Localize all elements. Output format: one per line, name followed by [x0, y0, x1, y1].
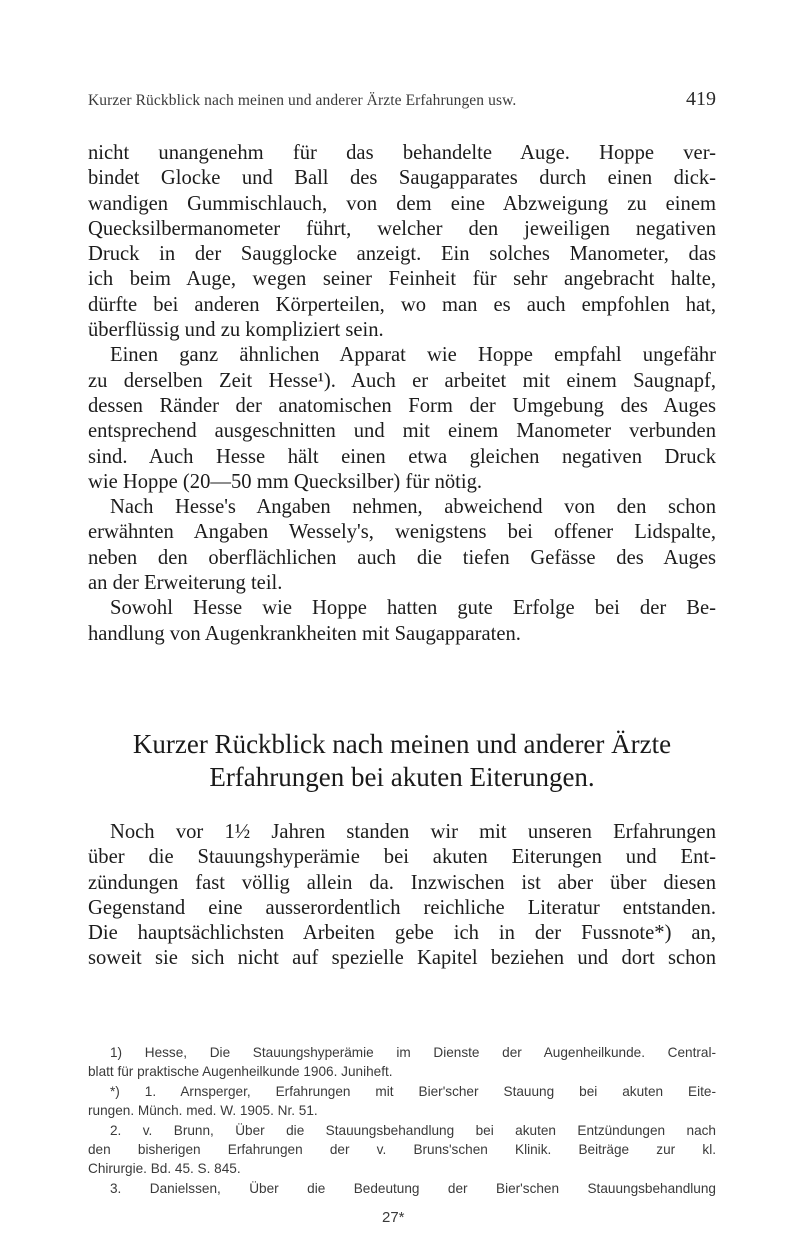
text-line: Die hauptsächlichsten Arbeiten gebe ich in der Fussnote*) an, — [88, 922, 716, 945]
text-line: erwähnten Angaben Wessely's, wenigstens bei offener Lidspalte, — [88, 521, 716, 544]
footnote-line: 3. Danielssen, Über die Bedeutung der Bier'schen Stauungsbehandlung — [110, 1180, 716, 1196]
running-header — [88, 88, 716, 114]
page-number: 419 — [686, 88, 716, 110]
text-line: Einen ganz ähnlichen Apparat wie Hoppe empfahl ungefähr — [110, 344, 716, 367]
text-line: Quecksilbermanometer führt, welcher den jeweiligen negativen — [88, 217, 716, 240]
text-line: handlung von Augenkrankheiten mit Saugapparaten. — [88, 622, 521, 645]
text-line: zu derselben Zeit Hesse¹). Auch er arbeitet mit einem Saugnapf, — [88, 369, 716, 392]
footnotes — [88, 1043, 716, 1198]
footnote-line: den bisherigen Erfahrungen der v. Bruns'schen Klinik. Beiträge zur kl. — [88, 1141, 716, 1157]
text-line: dessen Ränder der anatomischen Form der Umgebung des Auges — [88, 394, 716, 417]
text-line: neben den oberflächlichen auch die tiefen Gefässe des Auges — [88, 546, 716, 569]
footnote-line: 2. v. Brunn, Über die Stauungsbehandlung bei akuten Entzündungen nach — [110, 1122, 716, 1138]
text-line: über die Stauungshyperämie bei akuten Eiterungen und Ent- — [88, 846, 716, 869]
footnote-line: rungen. Münch. med. W. 1905. Nr. 51. — [88, 1103, 318, 1119]
footnote-line: blatt für praktische Augenheilkunde 1906. Juniheft. — [88, 1064, 393, 1080]
printer-signature: 27* — [382, 1209, 405, 1226]
text-line: Nach Hesse's Angaben nehmen, abweichend von den schon — [110, 496, 716, 519]
text-line: sind. Auch Hesse hält einen etwa gleichen negativen Druck — [88, 445, 716, 468]
text-line: wandigen Gummischlauch, von dem eine Abzweigung zu einem — [88, 192, 716, 215]
text-line: Druck in der Saugglocke anzeigt. Ein solches Manometer, das — [88, 243, 716, 266]
heading-line: Kurzer Rückblick nach meinen und anderer Ärzte — [132, 729, 672, 759]
text-line: entsprechend ausgeschnitten und mit einem Manometer verbunden — [88, 420, 716, 443]
heading-line: Erfahrungen bei akuten Eiterungen. — [209, 762, 595, 792]
text-line: Sowohl Hesse wie Hoppe hatten gute Erfolge bei der Be- — [110, 597, 716, 620]
text-line: Noch vor 1½ Jahren standen wir mit unseren Erfahrungen — [110, 821, 716, 843]
section-heading — [88, 728, 716, 794]
text-line: Gegenstand eine ausserordentlich reichliche Literatur entstanden. — [88, 896, 716, 919]
body-text-lower — [88, 820, 716, 972]
footnote-line: 1) Hesse, Die Stauungshyperämie im Dienste der Augenheilkunde. Central- — [110, 1045, 716, 1060]
footnote-line: *) 1. Arnsperger, Erfahrungen mit Bier'scher Stauung bei akuten Eite- — [110, 1083, 716, 1099]
running-title: Kurzer Rückblick nach meinen und anderer Ärzte Erfahrungen usw. — [88, 92, 517, 109]
text-line: nicht unangenehm für das behandelte Auge. Hoppe ver- — [88, 142, 716, 164]
body-text-upper — [88, 141, 716, 647]
footnote-line: Chirurgie. Bd. 45. S. 845. — [88, 1161, 241, 1177]
text-line: wie Hoppe (20—50 mm Quecksilber) für nötig. — [88, 470, 483, 493]
text-line: überflüssig und zu kompliziert sein. — [88, 319, 384, 342]
text-line: bindet Glocke und Ball des Saugapparates durch einen dick- — [88, 167, 716, 190]
text-line: zündungen fast völlig allein da. Inzwischen ist aber über diesen — [88, 871, 716, 894]
text-line: dürfte bei anderen Körperteilen, wo man es auch empfohlen hat, — [88, 293, 716, 316]
text-line: ich beim Auge, wegen seiner Feinheit für sehr angebracht halte, — [88, 268, 716, 291]
text-line: an der Erweiterung teil. — [88, 572, 283, 595]
text-line: soweit sie sich nicht auf spezielle Kapitel beziehen und dort schon — [88, 947, 716, 970]
